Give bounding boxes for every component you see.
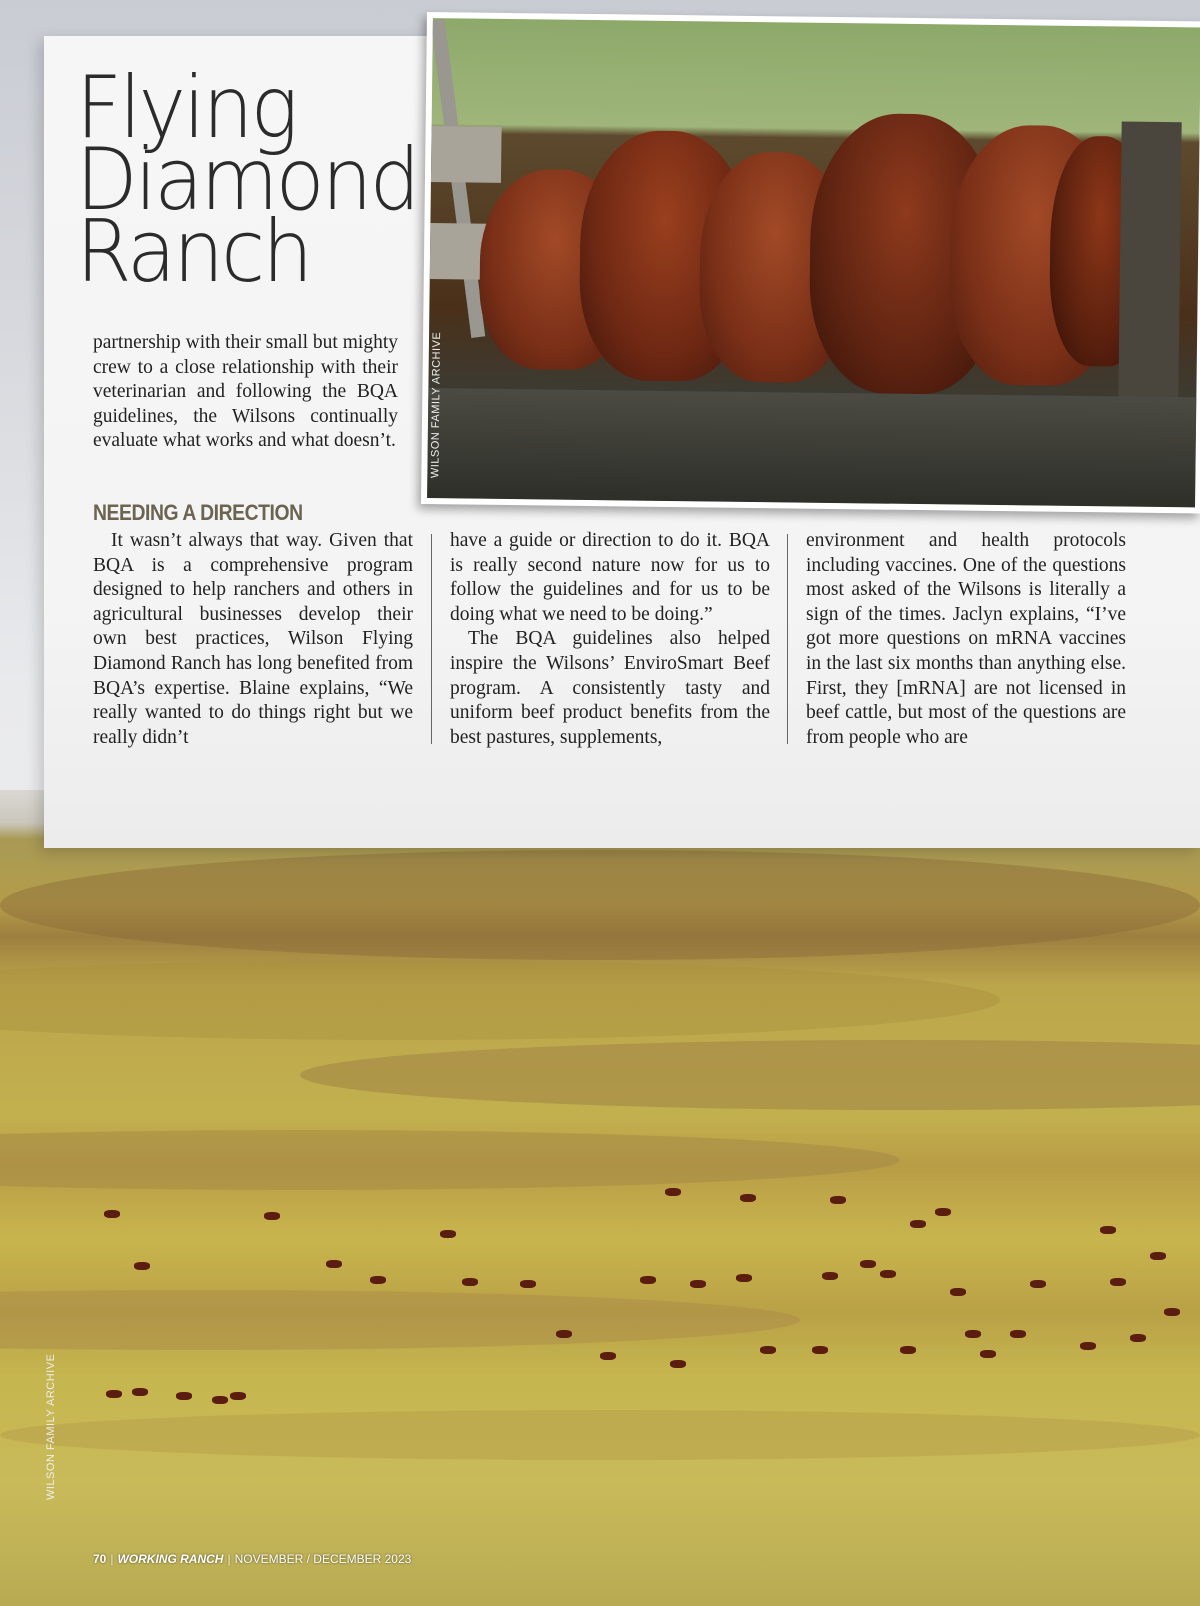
headline-line-3: Ranch	[76, 202, 311, 302]
column-2-paragraph-1: have a guide or direction to do it. BQA is really second nature now for us to follow the guidelines and for us to be doing what we need to be doing.”	[450, 530, 770, 625]
section-heading: NEEDING A DIRECTION	[93, 500, 303, 525]
column-3-paragraph: environment and health protocols including vaccines. One of the questions most asked of the Wilsons is literally a sign of the times. Jaclyn explains, “I’ve got more questions on mRNA vaccines in the last six months than anything else. First, they [mRNA] are not licensed in beef cattle, but most of the questions are from people who are	[806, 530, 1126, 748]
issue-date: NOVEMBER / DECEMBER 2023	[234, 1552, 412, 1566]
headline-line-1: Flying	[76, 58, 296, 158]
magazine-name: WORKING RANCH	[117, 1552, 224, 1566]
column-divider	[787, 534, 788, 744]
column-divider	[431, 534, 432, 744]
cattle-photo-credit: WILSON FAMILY ARCHIVE	[429, 331, 444, 479]
cattle-photo-image	[427, 18, 1200, 507]
landscape-photo	[0, 790, 1200, 1606]
cattle-photo	[421, 12, 1200, 513]
column-2-paragraph-2: The BQA guidelines also helped inspire the Wilsons’ EnviroSmart Beef program. A consistently tasty and uniform beef product benefits from the best pastures, supplements,	[450, 628, 770, 748]
landscape-photo-credit: WILSON FAMILY ARCHIVE	[45, 1353, 57, 1500]
intro-paragraph: partnership with their small but mighty crew to a close relationship with their veterinarian and following the BQA guidelines, the Wilsons continually evaluate what works and what doesn’t.	[93, 332, 398, 452]
headline-line-2: Diamond	[76, 130, 418, 230]
article-headline	[76, 58, 418, 302]
column-1-paragraph: It wasn’t always that way. Given that BQA is a comprehensive program designed to help ranchers and others in agricultural businesses develop their own best practices, Wilson Flying Diamond Ranch has long benefited from BQA’s expertise. Blaine explains, “We really wanted to do things right but we really didn’t	[93, 530, 413, 748]
column-2	[450, 529, 770, 750]
column-3	[806, 529, 1126, 750]
column-1	[93, 529, 413, 750]
page-footer: 70 | WORKING RANCH | NOVEMBER / DECEMBER 2023	[93, 1552, 412, 1566]
page-number: 70	[93, 1552, 107, 1566]
water-trough	[427, 388, 1196, 507]
